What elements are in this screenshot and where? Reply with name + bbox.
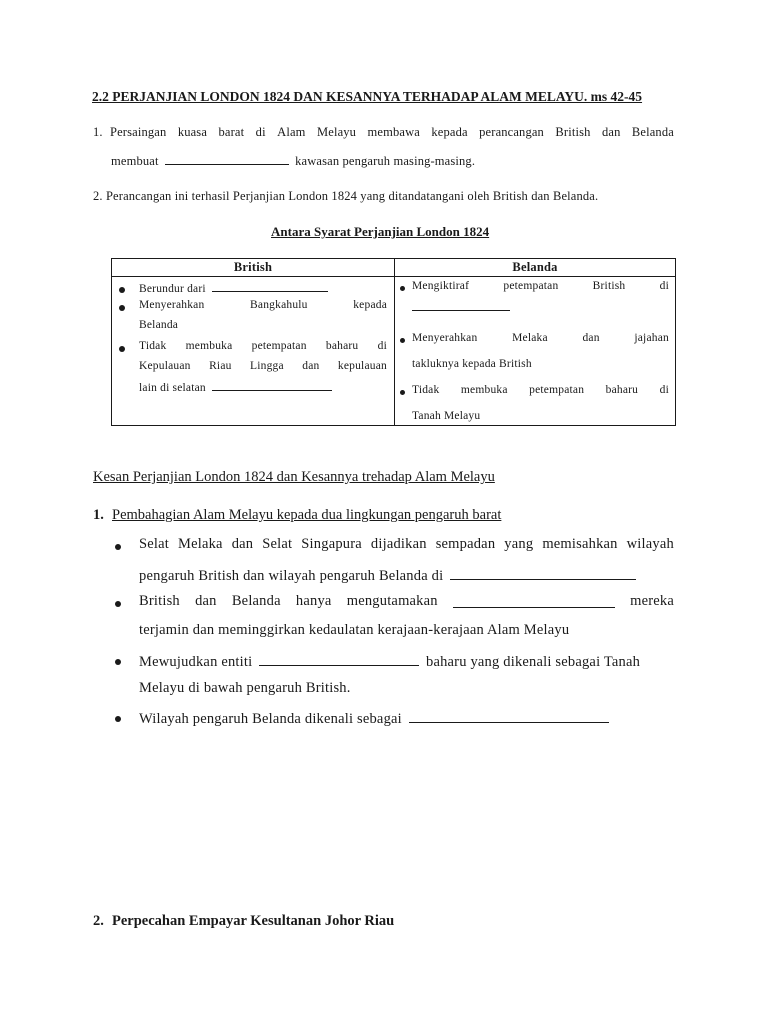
word: dan xyxy=(231,536,254,552)
word: perancangan xyxy=(479,125,544,139)
word: sempadan xyxy=(435,536,496,552)
word: memisahkan xyxy=(542,536,618,552)
fill-in-blank[interactable] xyxy=(165,152,289,165)
kesan-heading: Kesan Perjanjian London 1824 dan Kesannya trehadap Alam Melayu xyxy=(93,469,495,485)
bullet-icon xyxy=(119,346,125,352)
belanda-item-3-line-1 xyxy=(412,384,669,396)
british-cell xyxy=(112,277,395,426)
bullet-icon xyxy=(119,305,125,311)
word: di xyxy=(659,280,669,292)
table-heading: Antara Syarat Perjanjian London 1824 xyxy=(271,224,490,239)
kesan-bullet-1-text: pengaruh British dan wilayah pengaruh Belanda di xyxy=(139,567,444,584)
kesan-bullet-3-line-1 xyxy=(139,651,640,671)
fill-in-blank[interactable] xyxy=(212,379,332,391)
word: Alam xyxy=(277,125,306,139)
british-item-1-text: Berundur dari xyxy=(139,282,206,295)
belanda-cell xyxy=(395,277,676,426)
word: Melayu xyxy=(316,125,357,139)
kesan-bullet-1-line-2 xyxy=(139,565,636,585)
fill-in-blank[interactable] xyxy=(409,708,609,723)
bullet-icon xyxy=(400,390,405,395)
kesan-bullet-2-word: British xyxy=(139,593,180,609)
word: Mengiktiraf xyxy=(412,280,470,292)
word: petempatan xyxy=(251,340,307,352)
word: Singapura xyxy=(301,536,362,552)
word: baharu xyxy=(605,384,639,396)
fill-in-blank[interactable] xyxy=(412,299,510,311)
page-title: 2.2 PERJANJIAN LONDON 1824 DAN KESANNYA TERHADAP ALAM MELAYU. ms 42-45 xyxy=(92,89,643,104)
word: British xyxy=(555,125,591,139)
bullet-icon xyxy=(115,659,121,665)
intro-text: membuat xyxy=(111,153,159,168)
fill-in-blank[interactable] xyxy=(450,565,636,580)
column-header-british: British xyxy=(112,259,395,277)
word: Persaingan xyxy=(110,125,167,139)
word: dan xyxy=(302,360,320,372)
word: Selat xyxy=(262,536,293,552)
british-item-3-text: lain di selatan xyxy=(139,381,206,394)
word: dijadikan xyxy=(370,536,427,552)
word: membawa xyxy=(367,125,420,139)
intro-number-1: 1. xyxy=(93,125,103,139)
kesan-bullet-2-line-1 xyxy=(139,593,674,610)
word: baharu xyxy=(325,340,359,352)
kesan-bullet-2-word: dan xyxy=(195,593,217,609)
section-1-number: 1. xyxy=(93,507,104,523)
word: Melaka xyxy=(178,536,223,552)
word: British xyxy=(592,280,626,292)
intro-paragraph-1-line-1 xyxy=(110,125,674,140)
british-item-3-line-3 xyxy=(139,379,332,394)
section-2-number: 2. xyxy=(93,913,104,929)
british-item-2-line-2: Belanda xyxy=(139,319,179,331)
word: Riau xyxy=(209,360,232,372)
british-item-3-line-1 xyxy=(139,340,387,352)
word: jajahan xyxy=(634,332,669,344)
word: Tidak xyxy=(139,340,167,352)
kesan-bullet-4-text: Wilayah pengaruh Belanda dikenali sebagai xyxy=(139,710,402,727)
section-2-title: Perpecahan Empayar Kesultanan Johor Riau xyxy=(112,913,395,929)
word: kepulauan xyxy=(337,360,387,372)
word: wilayah xyxy=(626,536,674,552)
british-item-1 xyxy=(139,280,328,295)
kesan-bullet-2-word: hanya xyxy=(295,593,332,609)
fill-in-blank[interactable] xyxy=(212,280,328,292)
bullet-icon xyxy=(115,601,121,607)
word: Tidak xyxy=(412,384,440,396)
column-header-belanda: Belanda xyxy=(395,259,676,277)
kesan-bullet-2-line-2: terjamin dan meminggirkan kedaulatan kerajaan-kerajaan Alam Melayu xyxy=(139,622,570,638)
word: Lingga xyxy=(250,360,284,372)
word: di xyxy=(377,340,387,352)
kesan-bullet-3-text: baharu yang dikenali sebagai Tanah xyxy=(426,653,641,670)
word: barat xyxy=(218,125,245,139)
word: Menyerahkan xyxy=(139,299,205,311)
intro-paragraph-1-line-2 xyxy=(111,152,475,169)
british-item-2-line-1 xyxy=(139,299,387,311)
belanda-item-1-line-2 xyxy=(412,299,510,314)
fill-in-blank[interactable] xyxy=(259,651,419,666)
word: kuasa xyxy=(177,125,208,139)
kesan-bullet-4 xyxy=(139,708,609,728)
word: petempatan xyxy=(529,384,585,396)
word: membuka xyxy=(185,340,233,352)
word: kepada xyxy=(431,125,468,139)
belanda-item-1-line-1 xyxy=(412,280,669,292)
word: dan xyxy=(601,125,621,139)
word: Kepulauan xyxy=(139,360,191,372)
section-1-title: Pembahagian Alam Melayu kepada dua lingkungan pengaruh barat xyxy=(112,507,502,523)
kesan-bullet-3-text: Mewujudkan entiti xyxy=(139,653,253,670)
kesan-bullet-3-line-2: Melayu di bawah pengaruh British. xyxy=(139,680,351,696)
belanda-item-3-line-2: Tanah Melayu xyxy=(412,410,481,422)
belanda-item-2-line-1 xyxy=(412,332,669,344)
word: kepada xyxy=(353,299,387,311)
word: di xyxy=(255,125,266,139)
word: Belanda xyxy=(631,125,674,139)
british-item-3-line-2 xyxy=(139,360,387,372)
syarat-table xyxy=(111,258,676,426)
word: membuka xyxy=(460,384,508,396)
word: Melaka xyxy=(512,332,548,344)
word: Bangkahulu xyxy=(250,299,308,311)
bullet-icon xyxy=(400,286,405,291)
kesan-bullet-1-line-1 xyxy=(139,536,674,553)
bullet-icon xyxy=(115,544,121,550)
word: petempatan xyxy=(503,280,559,292)
word: yang xyxy=(504,536,534,552)
bullet-icon xyxy=(119,287,125,293)
word: Menyerahkan xyxy=(412,332,478,344)
belanda-item-2-line-2: takluknya kepada British xyxy=(412,358,532,370)
kesan-bullet-2-word: mereka xyxy=(630,593,674,609)
fill-in-blank[interactable] xyxy=(453,593,615,608)
word: dan xyxy=(582,332,600,344)
kesan-bullet-2-word: mengutamakan xyxy=(346,593,438,609)
word: di xyxy=(659,384,669,396)
intro-text: kawasan pengaruh masing-masing. xyxy=(295,153,476,168)
word: Selat xyxy=(139,536,169,552)
kesan-bullet-2-word: Belanda xyxy=(231,593,281,609)
intro-paragraph-2: 2. Perancangan ini terhasil Perjanjian London 1824 yang ditandatangani oleh British dan Belanda. xyxy=(93,189,599,203)
bullet-icon xyxy=(400,338,405,343)
bullet-icon xyxy=(115,716,121,722)
